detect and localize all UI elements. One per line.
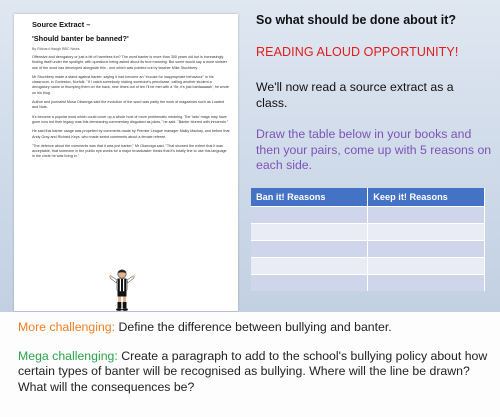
ban-reason-cell bbox=[251, 257, 368, 274]
reasons-table-header-row bbox=[251, 188, 485, 206]
source-extract-heading: Source Extract – bbox=[32, 20, 91, 29]
more-challenging-text: Define the difference between bullying and banter. bbox=[115, 320, 392, 334]
ban-reason-cell bbox=[251, 240, 368, 257]
mega-challenging-label: Mega challenging: bbox=[18, 349, 118, 363]
ban-reason-cell bbox=[251, 206, 368, 223]
source-paragraph-6: "The defence about the comments was that it was just banter," Mr Okwonga said. "That showed the extent that it was acceptable, that someone in the public eye works for a major broadcaster thinks that it's totally fine to use this language in the circle he was living in." bbox=[32, 143, 227, 159]
keep-reason-cell bbox=[368, 274, 485, 291]
source-paragraph-4: It's become a popular word which could cover up a whole host of more problematic meaning. The 'lads' mags may have gone now but their legacy was this demeaning commentary disguised as jokes," he said. "Banter blurred with innuendo." bbox=[32, 114, 229, 124]
source-paragraph-3: Author and journalist Musa Okwonga said the evolution of the word was partly the work of magazines such as Loaded and Nuts. bbox=[32, 100, 225, 110]
ban-reason-cell bbox=[251, 223, 368, 240]
more-challenging-task bbox=[18, 320, 488, 334]
table-row bbox=[251, 257, 485, 274]
source-paragraph-5: He said this banter usage was propelled by comments made by Premier League manager Malky Mackay, and before that Andy Gray and Richard Keys, who made sexist comments about a female referee. bbox=[32, 129, 230, 139]
ban-reason-cell bbox=[251, 274, 368, 291]
source-extract-subheading: 'Should banter be banned?' bbox=[32, 34, 129, 43]
keep-reason-cell bbox=[368, 223, 485, 240]
source-paragraph-1: Offensive and derogatory or just a bit of harmless fun? The word banter is more than 300 years old but is increasingly finding itself under the spotlight, with questions being asked about its true meaning. But some would say a more sinister use of the word has developed alongside this - one which was pointed out by teacher Mike Stuchbery. bbox=[32, 55, 227, 70]
ban-reasons-header: Ban it! Reasons bbox=[251, 188, 368, 206]
source-paragraph-2: Mr Stuchbery made a stand against banter, saying it had become an "excuse for inappropriate behaviour" in his classroom, in Gorleston, Norfolk. "If I catch somebody nicking someone's pencilcase, calling another student a derogatory name or thumping them on the back, nine times out of ten I'll be met with a 'Sir, it's just bantaaaaah', he wrote on his blog. bbox=[32, 74, 229, 95]
keep-reasons-header: Keep it! Reasons bbox=[368, 188, 485, 206]
source-extract-document bbox=[14, 14, 238, 311]
table-row bbox=[251, 274, 485, 291]
read-extract-instruction: We'll now read a source extract as a class. bbox=[256, 80, 454, 110]
referee-figure-icon bbox=[109, 268, 135, 314]
reasons-table bbox=[251, 188, 485, 291]
table-row bbox=[251, 223, 485, 240]
keep-reason-cell bbox=[368, 240, 485, 257]
keep-reason-cell bbox=[368, 206, 485, 223]
more-challenging-label: More challenging: bbox=[18, 320, 116, 334]
table-row bbox=[251, 240, 485, 257]
mega-challenging-task bbox=[18, 349, 496, 395]
source-extract-byline: By Richard Haugh BBC News bbox=[32, 47, 80, 51]
table-row bbox=[251, 206, 485, 223]
draw-table-instruction: Draw the table below in your books and then your pairs, come up with 5 reasons on each side. bbox=[256, 127, 492, 172]
slide-title: So what should be done about it? bbox=[256, 13, 456, 27]
keep-reason-cell bbox=[368, 257, 485, 274]
reading-aloud-banner: READING ALOUD OPPORTUNITY! bbox=[256, 45, 459, 59]
mega-challenging-text: Create a paragraph to add to the school's bullying policy about how certain types of banter will be recognised as bullying. Where will the line be drawn? What will the consequences be? bbox=[18, 349, 488, 394]
